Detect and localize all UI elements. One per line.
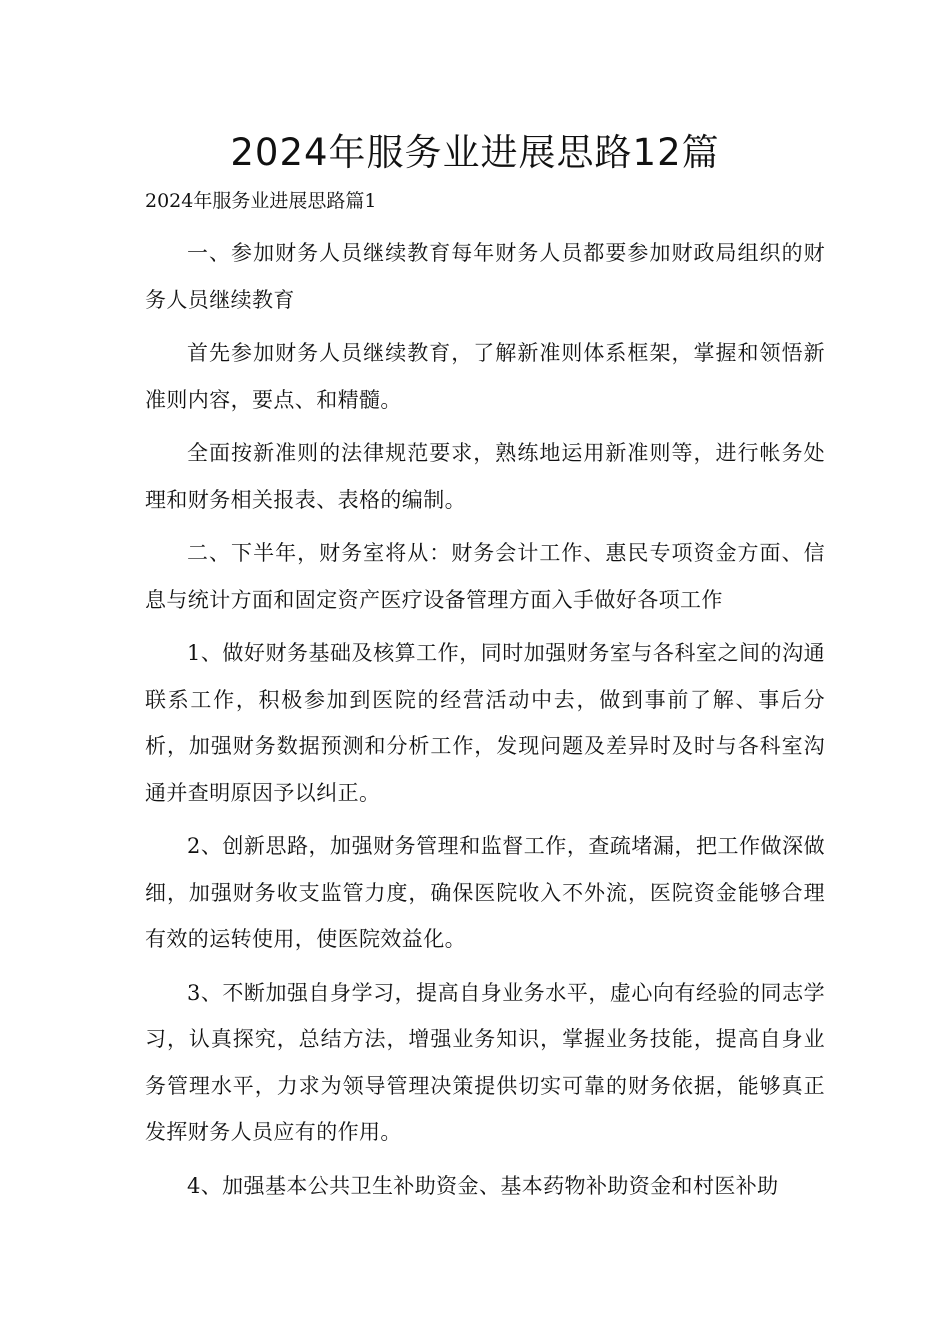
paragraph-2: 首先参加财务人员继续教育，了解新准则体系框架，掌握和领悟新准则内容，要点、和精髓。	[145, 341, 825, 412]
paragraph-7: 3、不断加强自身学习，提高自身业务水平，虚心向有经验的同志学习，认真探究，总结方法，增强业务知识，掌握业务技能，提高自身业务管理水平，力求为领导管理决策提供切实可靠的财务依据，能够真正发挥财务人员应有的作用。	[145, 980, 825, 1144]
document-body	[145, 230, 825, 1216]
document-title: 2024年服务业进展思路12篇	[230, 131, 720, 174]
paragraph-5: 1、做好财务基础及核算工作，同时加强财务室与各科室之间的沟通联系工作，积极参加到医院的经营活动中去，做到事前了解、事后分析，加强财务数据预测和分析工作，发现问题及差异时及时与各科室沟通并查明原因予以纠正。	[145, 641, 825, 805]
paragraph-4: 二、下半年，财务室将从：财务会计工作、惠民专项资金方面、信息与统计方面和固定资产医疗设备管理方面入手做好各项工作	[145, 541, 825, 612]
paragraph-3: 全面按新准则的法律规范要求，熟练地运用新准则等，进行帐务处理和财务相关报表、表格的编制。	[145, 441, 825, 512]
paragraph-6: 2、创新思路，加强财务管理和监督工作，查疏堵漏，把工作做深做细，加强财务收支监管力度，确保医院收入不外流，医院资金能够合理有效的运转使用，使医院效益化。	[145, 834, 825, 951]
paragraph-1: 一、参加财务人员继续教育每年财务人员都要参加财政局组织的财务人员继续教育	[145, 241, 825, 312]
section-heading: 2024年服务业进展思路篇1	[145, 190, 377, 212]
paragraph-8: 4、加强基本公共卫生补助资金、基本药物补助资金和村医补助	[187, 1173, 779, 1198]
